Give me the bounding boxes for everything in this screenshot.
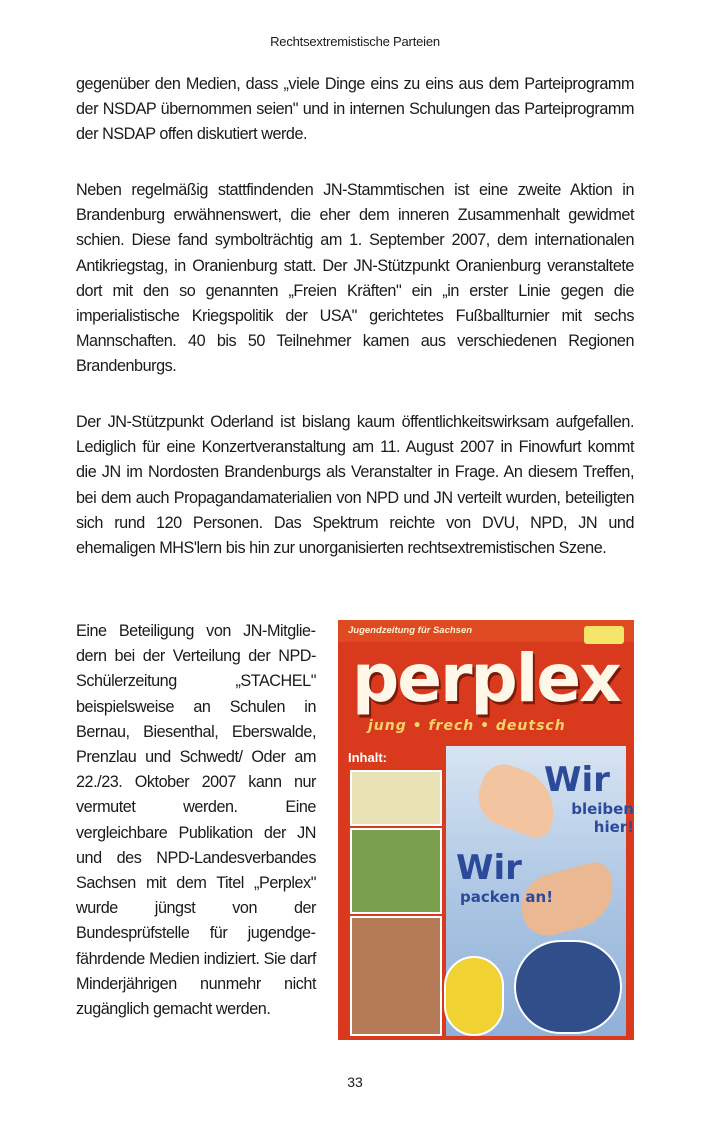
cover-thumbnail-5 <box>514 940 622 1034</box>
cover-headline-packen: packen an! <box>460 888 554 906</box>
running-header: Rechtsextremistische Parteien <box>270 34 440 49</box>
cover-headline-wir-1: Wir <box>544 760 610 800</box>
cover-thumbnail-4 <box>444 956 504 1036</box>
cover-thumbnail-3 <box>350 916 442 1036</box>
paragraph-3: Der JN-Stützpunkt Oderland ist bislang kaum öffentlichkeitswirksam aufgefallen. Lediglich für eine Konzertveranstaltung am 11. August 2007 in Finowfurt kommt die JN im Nordosten Brandenburgs als Veranstalter in Frage. An diesem Treffen, bei dem auch Propagandamaterialien von NPD und JN verteilt wurden, beteiligten sich rund 120 Personen. Das Spektrum reichte von DVU, NPD, JN und ehemaligen MHS'lern bis hin zur unorganisierten rechtsextremistischen Szene. <box>76 413 634 558</box>
paragraph-2: Neben regelmäßig stattfindenden JN-Stammtischen ist eine zweite Aktion in Brandenburg erwähnenswert, die eher dem inneren Zusammenhalt gewidmet schien. Diese fand symbolträchtig am 1. September 2007, dem internationalen Antikriegstag, in Oranienburg statt. Der JN-Stützpunkt Oranienburg veranstaltete dort mit den so genannten „Freien Kräften" ein „in erster Linie gegen die imperialistische Kriegspolitik der USA" gerichtetes Fußballturnier mit sechs Mannschaften. 40 bis 50 Teilnehmer kamen aus verschiedenen Regionen Brandenburgs. <box>76 181 634 376</box>
cover-inhalt-label: Inhalt: <box>348 750 387 765</box>
cover-thumbnail-1 <box>350 770 442 826</box>
cover-tagline: jung • frech • deutsch <box>368 718 566 734</box>
cover-headline-bleiben: bleiben hier! <box>571 800 634 836</box>
paragraph-1: gegenüber den Medien, dass „viele Dinge eins zu eins aus dem Parteiprogramm der NSDAP übernommen seien" und in internen Schulungen das Parteiprogramm der NSDAP offen diskutiert werde. <box>76 75 634 144</box>
page-number: 33 <box>347 1074 363 1090</box>
perplex-magazine-cover-image <box>338 620 634 1040</box>
cover-subtitle: Jugendzeitung für Sachsen <box>348 625 473 636</box>
paragraph-4: Eine Beteiligung von JN-Mitgliedern bei der Verteilung der NPD-Schülerzeitung „STACHEL" beispielsweise an Schulen in Bernau, Biesenthal, Eberswalde, Prenzlau und Schwedt/ Oder am 22./23. Oktober 2007 kann nur vermutet werden. Eine vergleichbare Publikation der JN und des NPD-Landesverbandes Sachsen mit dem Titel „Perplex" wurde jüngst von der Bundesprüfstelle für jugendgefährdende Medien indiziert. Sie darf Minderjährigen nunmehr nicht zugänglich gemacht werden. <box>76 622 316 1019</box>
cover-logo: perplex <box>352 640 620 717</box>
cover-thumbnail-2 <box>350 828 442 914</box>
cover-headline-wir-2: Wir <box>456 848 522 888</box>
